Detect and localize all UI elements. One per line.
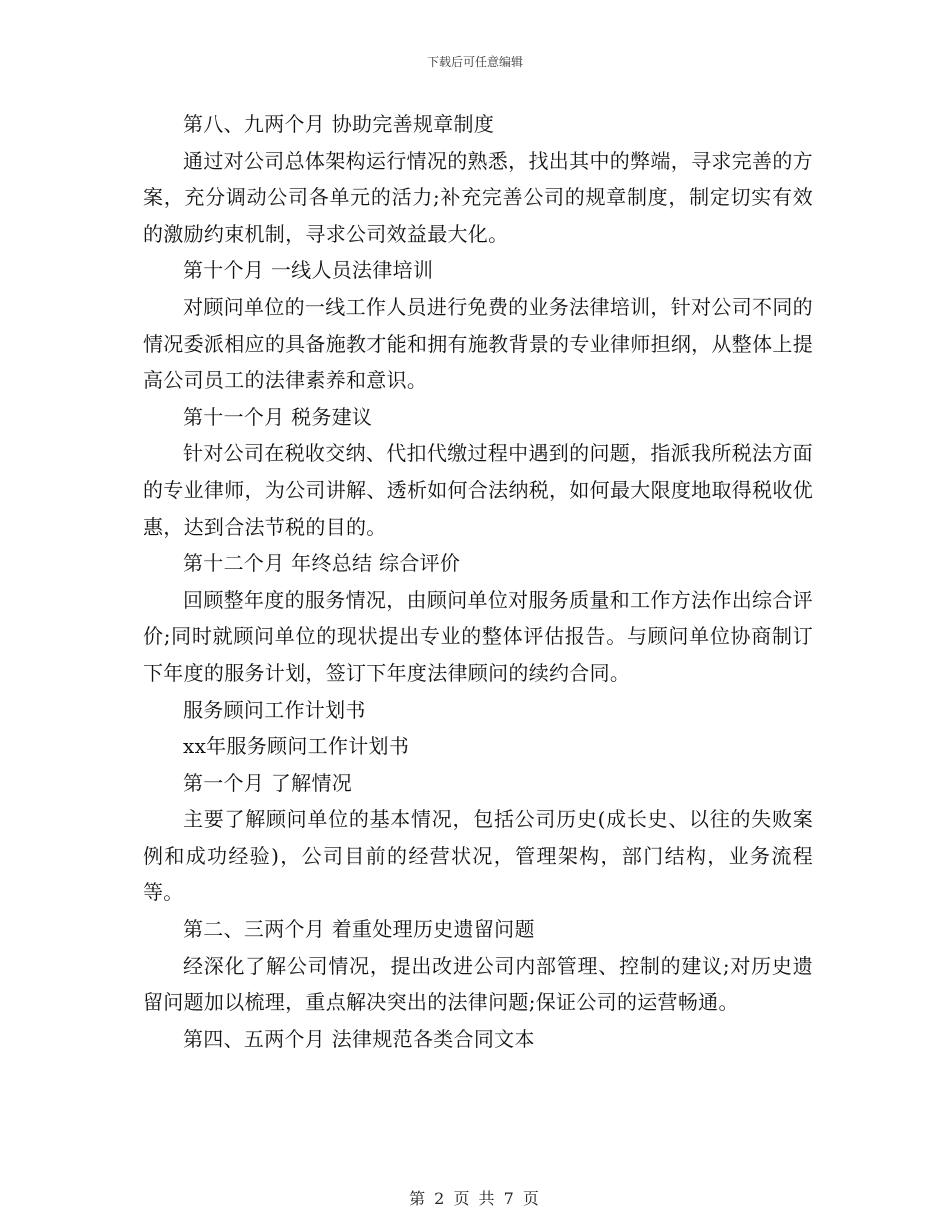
document-body: [143, 106, 813, 1057]
heading-month-11: 第十一个月 税务建议: [183, 404, 373, 429]
page-number-footer: 第 2 页 共 7 页: [409, 1189, 541, 1208]
heading-month-4-5: 第四、五两个月 法律规范各类合同文本: [183, 1026, 535, 1051]
paragraph-month-10: 对顾问单位的一线工作人员进行免费的业务法律培训，针对公司不同的情况委派相应的具备施教才能和拥有施教背景的专业律师担纲，从整体上提高公司员工的法律素养和意识。: [143, 294, 813, 393]
heading-month-12: 第十二个月 年终总结 综合评价: [183, 551, 461, 576]
paragraph-month-12: 回顾整年度的服务情况，由顾问单位对服务质量和工作方法作出综合评价;同时就顾问单位的现状提出专业的整体评估报告。与顾问单位协商制订下年度的服务计划，签订下年度法律顾问的续约合同。: [143, 587, 813, 685]
page-header: 下载后可任意编辑: [426, 55, 523, 69]
paragraph-month-1: 主要了解顾问单位的基本情况，包括公司历史(成长史、以往的失败案例和成功经验)，公司目前的经营状况，管理架构，部门结构，业务流程等。: [143, 807, 813, 905]
heading-month-1: 第一个月 了解情况: [183, 770, 353, 795]
paragraph-month-11: 针对公司在税收交纳、代扣代缴过程中遇到的问题，指派我所税法方面的专业律师，为公司讲解、透析如何合法纳税，如何最大限度地取得税收优惠，达到合法节税的目的。: [143, 441, 813, 539]
paragraph-month-8-9: 通过对公司总体架构运行情况的熟悉，找出其中的弊端，寻求完善的方案，充分调动公司各单元的活力;补充完善公司的规章制度，制定切实有效的激励约束机制，寻求公司效益最大化。: [143, 148, 813, 246]
heading-month-10: 第十个月 一线人员法律培训: [183, 258, 434, 283]
heading-month-2-3: 第二、三两个月 着重处理历史遗留问题: [183, 917, 535, 942]
heading-month-8-9: 第八、九两个月 协助完善规章制度: [183, 112, 495, 136]
section-title: 服务顾问工作计划书: [183, 697, 366, 722]
paragraph-month-2-3: 经深化了解公司情况，提出改进公司内部管理、控制的建议;对历史遗留问题加以梳理，重点解决突出的法律问题;保证公司的运营畅通。: [143, 953, 813, 1015]
section-subtitle: xx年服务顾问工作计划书: [183, 734, 410, 759]
